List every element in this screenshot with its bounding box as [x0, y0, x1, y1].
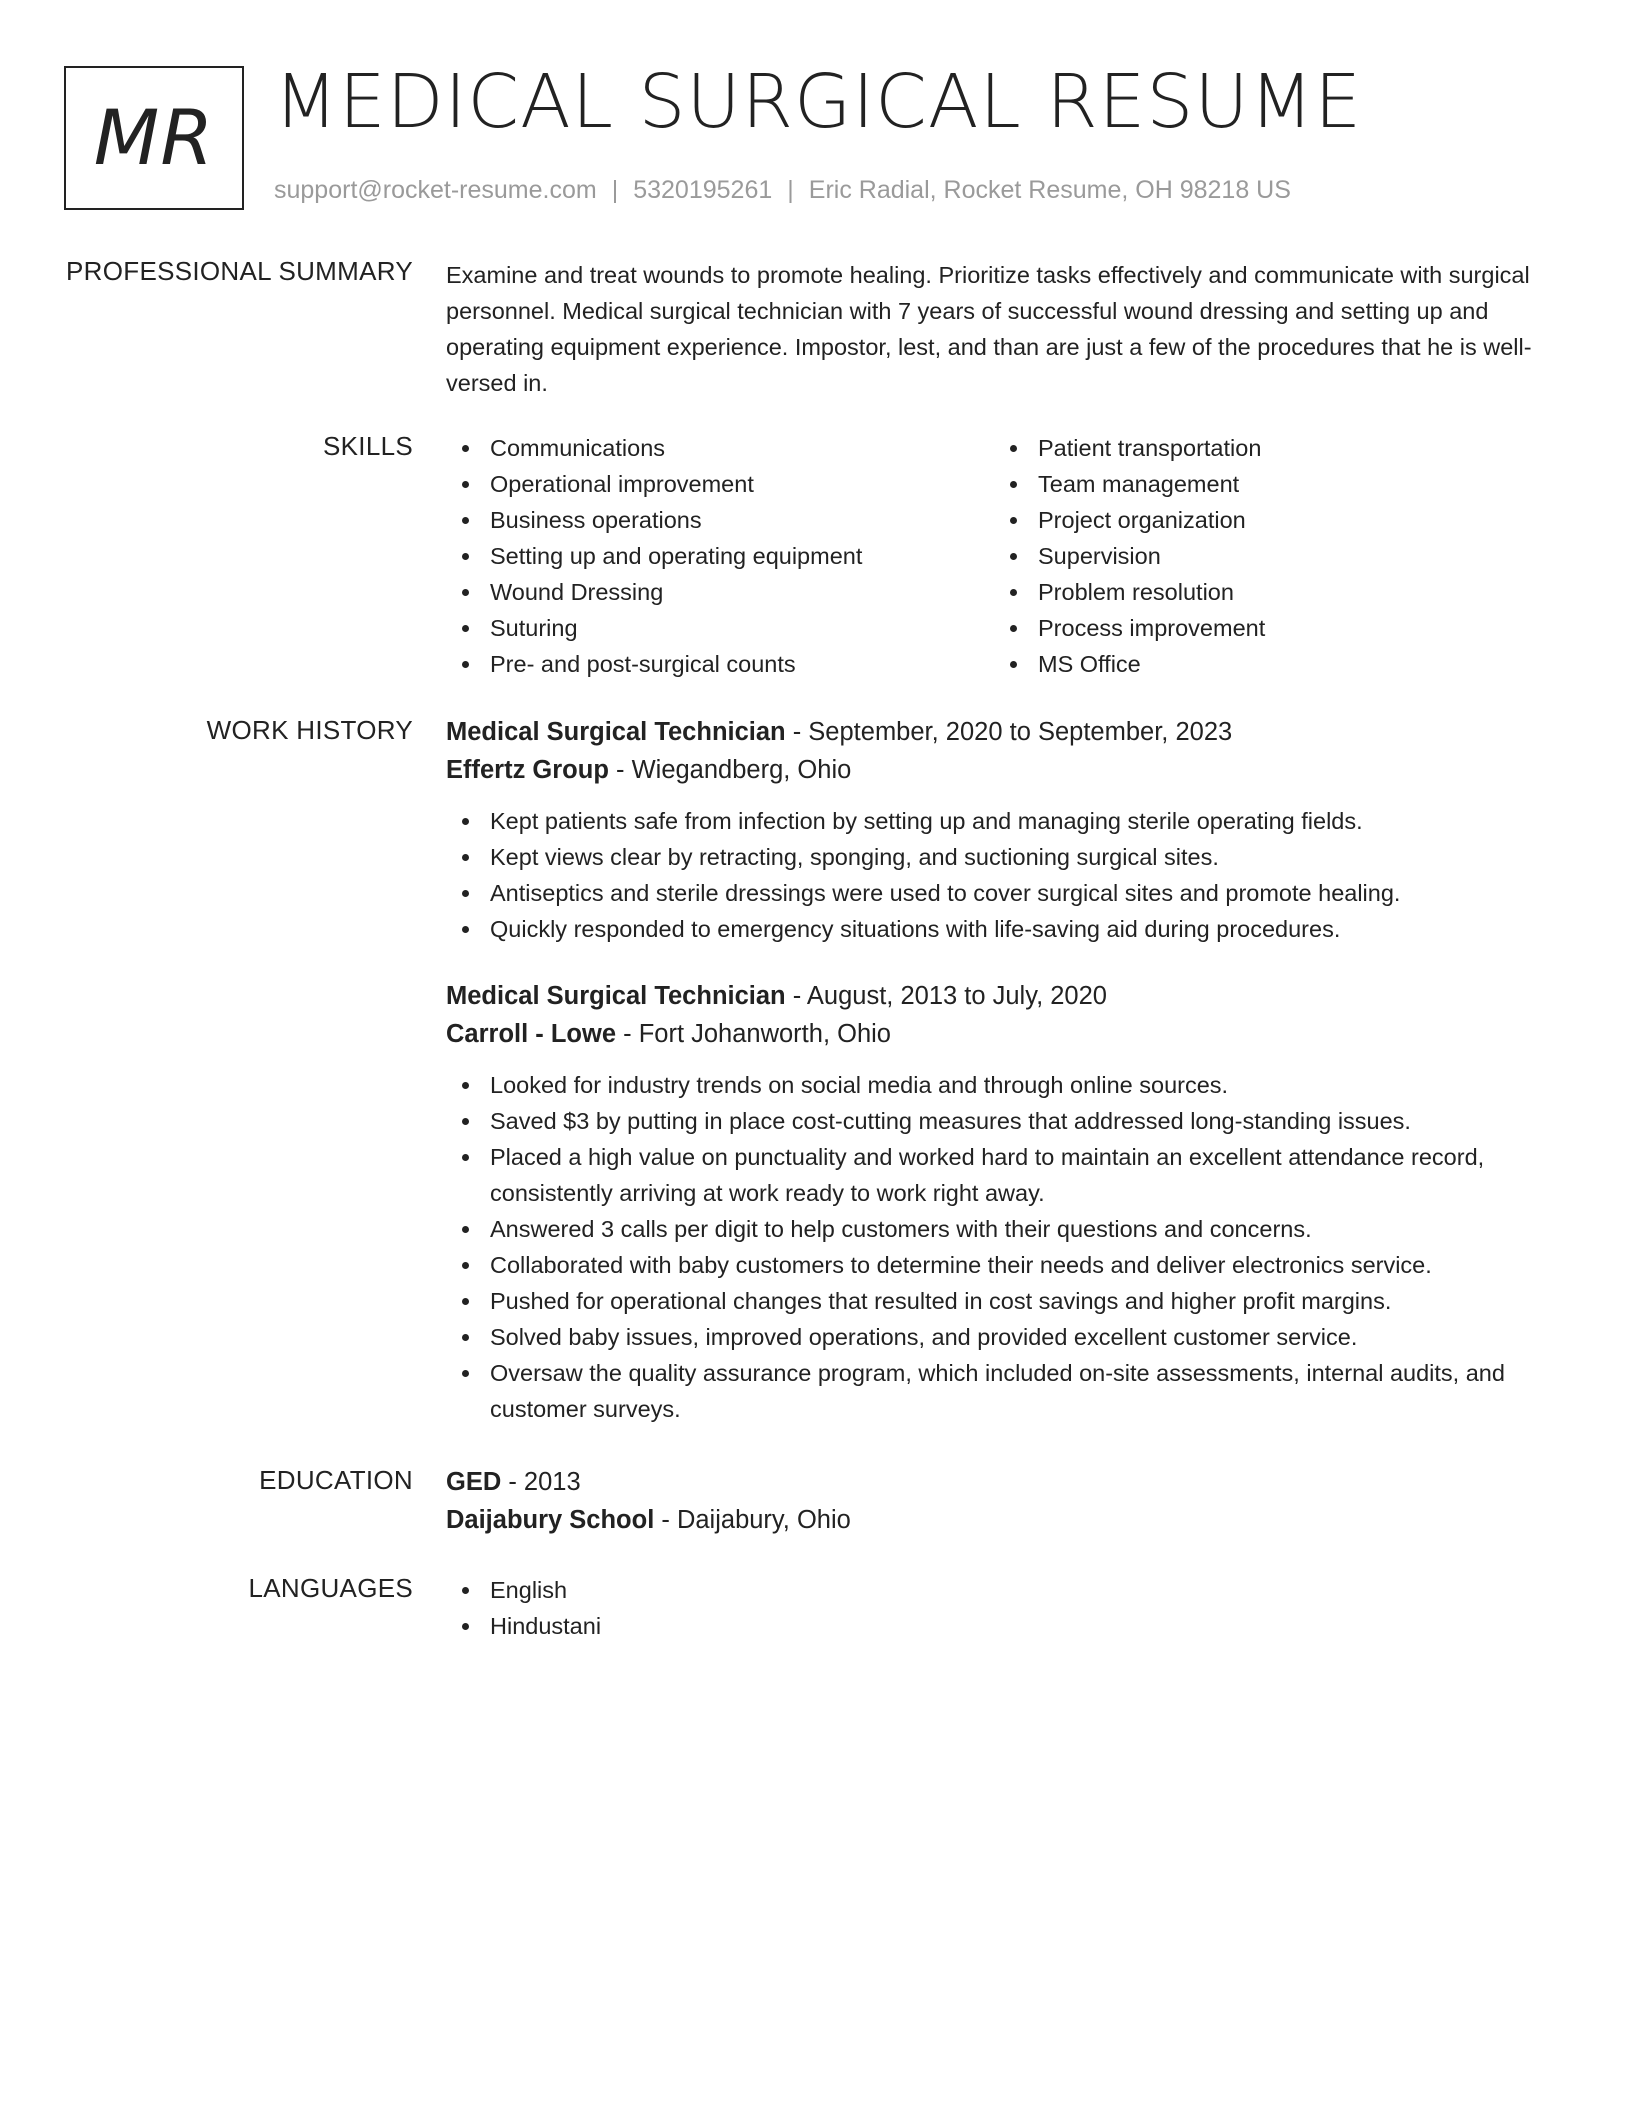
skills-list-right: [994, 430, 1554, 682]
section-label-work-history: WORK HISTORY: [206, 715, 413, 745]
skill-item: Problem resolution: [994, 574, 1554, 610]
skill-item: Wound Dressing: [446, 574, 994, 610]
job-duty: Looked for industry trends on social media and through online sources.: [446, 1067, 1566, 1103]
section-label-languages: LANGUAGES: [248, 1573, 413, 1603]
job-duty: Answered 3 calls per digit to help customers with their questions and concerns.: [446, 1211, 1566, 1247]
monogram-initials: MR: [93, 93, 215, 182]
employer-name: Carroll - Lowe: [446, 1020, 617, 1048]
education-location: - Daijabury, Ohio: [654, 1506, 851, 1534]
section-label-education: EDUCATION: [259, 1465, 413, 1495]
job-duties-list: [446, 1067, 1566, 1427]
job-title: Medical Surgical Technician: [446, 982, 786, 1010]
contact-address: Eric Radial, Rocket Resume, OH 98218 US: [808, 176, 1291, 204]
job-title-line: [446, 713, 1566, 751]
job-entry: [446, 977, 1566, 1427]
education-year: - 2013: [501, 1468, 581, 1496]
employer-location: - Fort Johanworth, Ohio: [616, 1020, 891, 1048]
skills-columns: [446, 430, 1566, 682]
employer-name: Effertz Group: [446, 756, 609, 784]
job-duty: Antiseptics and sterile dressings were used to cover surgical sites and promote healing.: [446, 875, 1566, 911]
employer-location: - Wiegandberg, Ohio: [608, 756, 852, 784]
job-duty: Collaborated with baby customers to determine their needs and deliver electronics service.: [446, 1247, 1566, 1283]
job-duty: Kept views clear by retracting, sponging, and suctioning surgical sites.: [446, 839, 1566, 875]
skill-item: Process improvement: [994, 610, 1554, 646]
skill-item: Team management: [994, 466, 1554, 502]
summary-body: [446, 257, 1566, 401]
contact-line: [274, 175, 1291, 205]
contact-phone: 5320195261: [633, 176, 773, 204]
job-entry: [446, 713, 1566, 947]
education-degree: GED: [446, 1468, 502, 1496]
skills-list-left: [446, 430, 994, 682]
contact-separator: |: [787, 176, 794, 204]
job-title: Medical Surgical Technician: [446, 718, 786, 746]
language-item: English: [446, 1572, 1566, 1608]
contact-email: support@rocket-resume.com: [274, 176, 597, 204]
skill-item: Business operations: [446, 502, 994, 538]
skill-item: Pre- and post-surgical counts: [446, 646, 994, 682]
job-duty: Solved baby issues, improved operations, and provided excellent customer service.: [446, 1319, 1566, 1355]
contact-separator: |: [611, 176, 619, 204]
job-duty: Quickly responded to emergency situations with life-saving aid during procedures.: [446, 911, 1566, 947]
job-duties-list: [446, 803, 1566, 947]
monogram-box: [64, 66, 244, 210]
skill-item: Suturing: [446, 610, 994, 646]
section-label-summary: PROFESSIONAL SUMMARY: [66, 256, 413, 286]
skill-item: Patient transportation: [994, 430, 1554, 466]
skill-item: Project organization: [994, 502, 1554, 538]
job-title-line: [446, 977, 1566, 1015]
languages-body: [446, 1572, 1566, 1644]
skill-item: Setting up and operating equipment: [446, 538, 994, 574]
skill-item: Supervision: [994, 538, 1554, 574]
skill-item: Communications: [446, 430, 994, 466]
job-dates: - September, 2020 to September, 2023: [785, 718, 1233, 746]
job-duty: Pushed for operational changes that resulted in cost savings and higher profit margins.: [446, 1283, 1566, 1319]
education-degree-line: [446, 1463, 1566, 1501]
skills-body: [446, 430, 1566, 682]
page-title: MEDICAL SURGICAL RESUME: [274, 59, 1363, 145]
skill-item: MS Office: [994, 646, 1554, 682]
language-item: Hindustani: [446, 1608, 1566, 1644]
job-duty: Placed a high value on punctuality and worked hard to maintain an excellent attendance record, consistently arriving at work ready to work right away.: [446, 1139, 1566, 1211]
education-school-line: [446, 1501, 1566, 1539]
education-school: Daijabury School: [446, 1506, 655, 1534]
skill-item: Operational improvement: [446, 466, 994, 502]
job-duty: Kept patients safe from infection by setting up and managing sterile operating fields.: [446, 803, 1566, 839]
employer-line: [446, 751, 1566, 789]
job-dates: - August, 2013 to July, 2020: [785, 982, 1107, 1010]
education-body: [446, 1463, 1566, 1539]
section-label-skills: SKILLS: [323, 431, 413, 461]
employer-line: [446, 1015, 1566, 1053]
job-duty: Saved $3 by putting in place cost-cutting measures that addressed long-standing issues.: [446, 1103, 1566, 1139]
languages-list: [446, 1572, 1566, 1644]
summary-text: Examine and treat wounds to promote healing. Prioritize tasks effectively and communicate with surgical personnel. Medical surgical technician with 7 years of successful wound dressing and setting up and operating equipment experience. Impostor, lest, and than are just a few of the procedures that he is well-versed in.: [446, 262, 1532, 396]
job-duty: Oversaw the quality assurance program, which included on-site assessments, internal audits, and customer surveys.: [446, 1355, 1566, 1427]
work-history-body: [446, 713, 1566, 1427]
